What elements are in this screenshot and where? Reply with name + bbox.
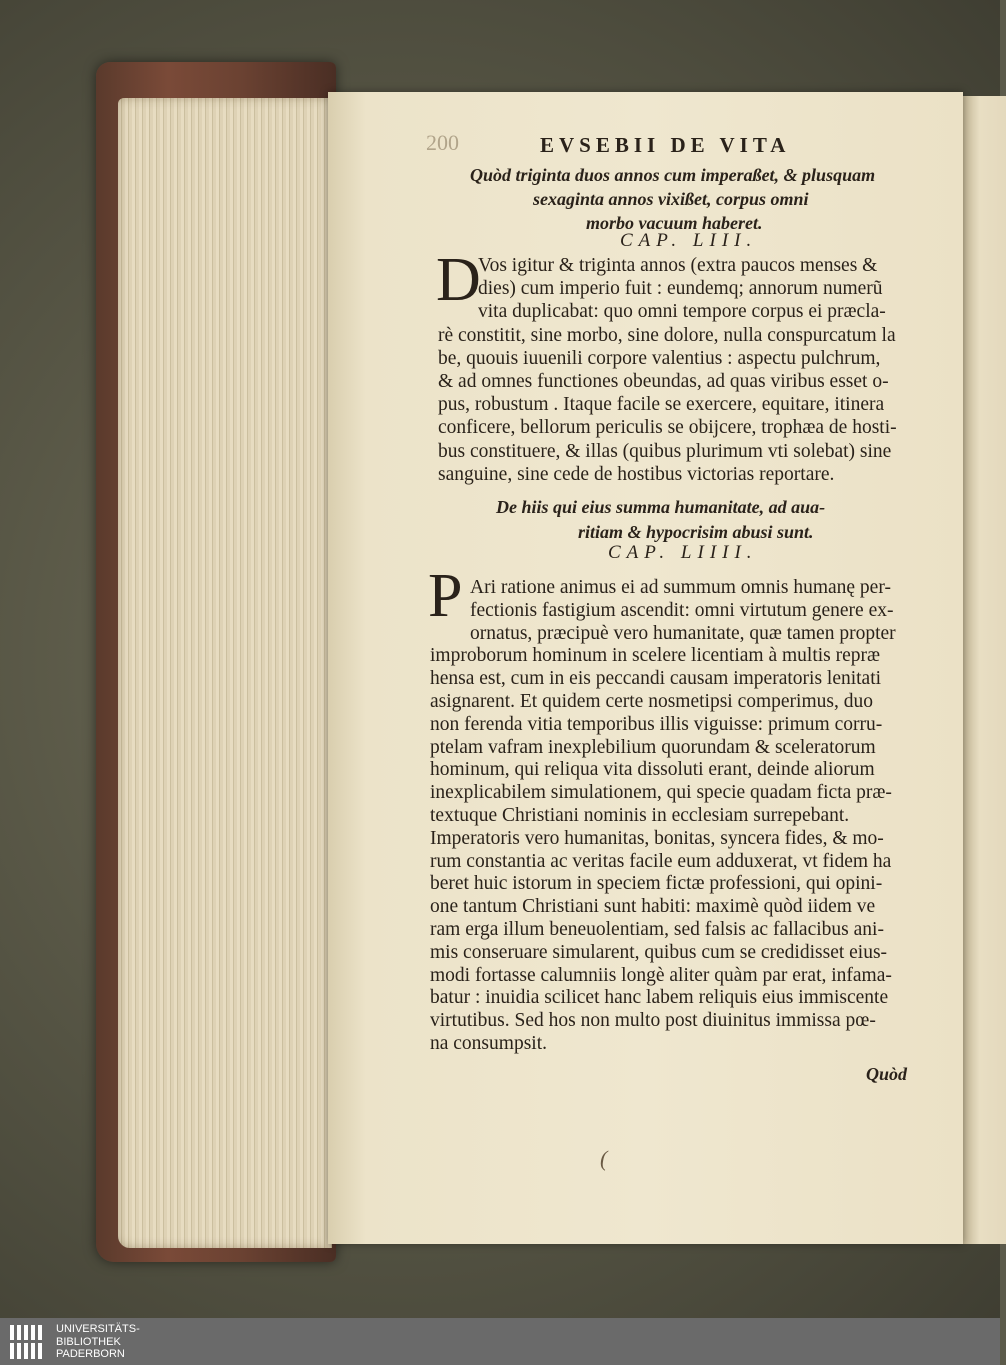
page-number: 200 — [426, 130, 459, 155]
body-text-line: hensa est, cum in eis peccandi causam imperatoris lenitati — [430, 668, 882, 690]
stray-mark: ( — [600, 1146, 608, 1171]
body-text-line: fectionis fastigium ascendit: omni virtutum genere ex- — [470, 599, 894, 621]
running-head: EVSEBII DE VITA — [540, 133, 791, 157]
body-text-line: asignarent. Et quidem certe nosmetipsi comperimus, duo — [430, 691, 873, 712]
body-text-line: vita duplicabat: quo omni tempore corpus ei præcla- — [478, 301, 886, 323]
body-text-line: beret huic istorum in speciem fictæ professioni, qui opini- — [430, 873, 883, 895]
chapter-53-title-line: sexaginta annos vixißet, corpus omni — [533, 189, 809, 209]
library-name-line: PADERBORN — [56, 1348, 125, 1360]
catchword: Quòd — [866, 1064, 908, 1084]
body-text-line: be, quouis iuuenili corpore valentius : aspectu pulchrum, — [438, 347, 881, 369]
body-text-line: ram erga illum beneuolentiam, sed falsis ac fallacibus ani- — [430, 919, 884, 940]
body-text-line: batur : inuidia scilicet hanc labem reliquis eius immiscente — [430, 987, 889, 1009]
chapter-54-title-line: De hiis qui eius summa humanitate, ad aua- — [496, 497, 826, 517]
body-text-line: rum constantia ac veritas facile eum adduxerat, vt fidem ha — [430, 850, 892, 872]
drop-cap-d: D — [436, 246, 481, 314]
body-text-line: inexplicabilem simulationem, qui specie quadam ficta præ- — [430, 782, 892, 804]
body-text-line: pus, robustum . Itaque facile se exercere, equitare, itinera — [438, 394, 885, 416]
library-name — [56, 1323, 140, 1361]
body-text-line: Ari ratione animus ei ad summum omnis humanę per- — [470, 577, 891, 598]
body-text-line: hominum, qui reliqua vita dissoluti erant, deinde aliorum — [430, 759, 875, 781]
body-text-line: na consumpsit. — [430, 1033, 547, 1054]
body-text-line: textuque Christiani nominis in ecclesiam surrepebant. — [430, 805, 850, 826]
body-text-line: bus constituere, & illas (quibus plurimum vti solebat) sine — [438, 440, 892, 462]
body-text-line: sanguine, sine cede de hostibus victorias reportare. — [438, 463, 835, 485]
body-text-line: mis conseruare simularent, quibus cum se credidisset eius- — [430, 941, 888, 963]
body-text-line: conficere, bellorum periculis se obijcere, trophæa de hosti- — [438, 417, 897, 439]
library-name-line: UNIVERSITÄTS- — [56, 1323, 140, 1335]
body-text-line: ornatus, præcipuè vero humanitate, quæ tamen propter — [470, 622, 896, 644]
body-text-line: rè constitit, sine morbo, sine dolore, nulla conspurcatum la — [438, 324, 896, 346]
body-text-line: ptelam vafram inexplebilium quorundam & sceleratorum — [430, 736, 876, 758]
body-text-line: Imperatoris vero humanitas, bonitas, syncera fides, & mo- — [430, 827, 884, 849]
body-text-line: one tantum Christiani sunt habiti: maximè quòd iidem ve — [430, 896, 876, 918]
body-text-line: improborum hominum in scelere licentiam à multis repræ — [430, 645, 881, 667]
body-text-line: & ad omnes functiones obeundas, ad quas viribus esset o- — [438, 371, 889, 392]
body-text-line: virtutibus. Sed hos non multo post diuinitus immissa pœ- — [430, 1010, 876, 1032]
library-logo-icon — [8, 1322, 48, 1362]
chapter-53-title-line: morbo vacuum haberet. — [586, 213, 763, 233]
footer-bar — [0, 1318, 1000, 1365]
facing-page-edge — [962, 96, 1006, 1244]
body-text-line: modi fortasse calumniis longè aliter quàm par erat, infama- — [430, 964, 892, 986]
body-text-line: Vos igitur & triginta annos (extra paucos menses & — [478, 255, 878, 276]
chapter-53-label: CAP. LIII. — [620, 230, 758, 251]
body-text-line: non ferenda vitia temporibus illis viguisse: primum corru- — [430, 713, 883, 735]
chapter-53-title-line: Quòd triginta duos annos cum imperaßet, & plusquam — [470, 165, 876, 185]
body-text-line: dies) cum imperio fuit : eundemq; annorum numerũ — [478, 278, 883, 300]
page-edges — [118, 98, 332, 1248]
library-name-line: BIBLIOTHEK — [56, 1335, 121, 1348]
chapter-54-label: CAP. LIIII. — [608, 542, 758, 563]
chapter-54-title-line: ritiam & hypocrisim abusi sunt. — [578, 522, 814, 542]
drop-cap-p: P — [428, 562, 463, 630]
